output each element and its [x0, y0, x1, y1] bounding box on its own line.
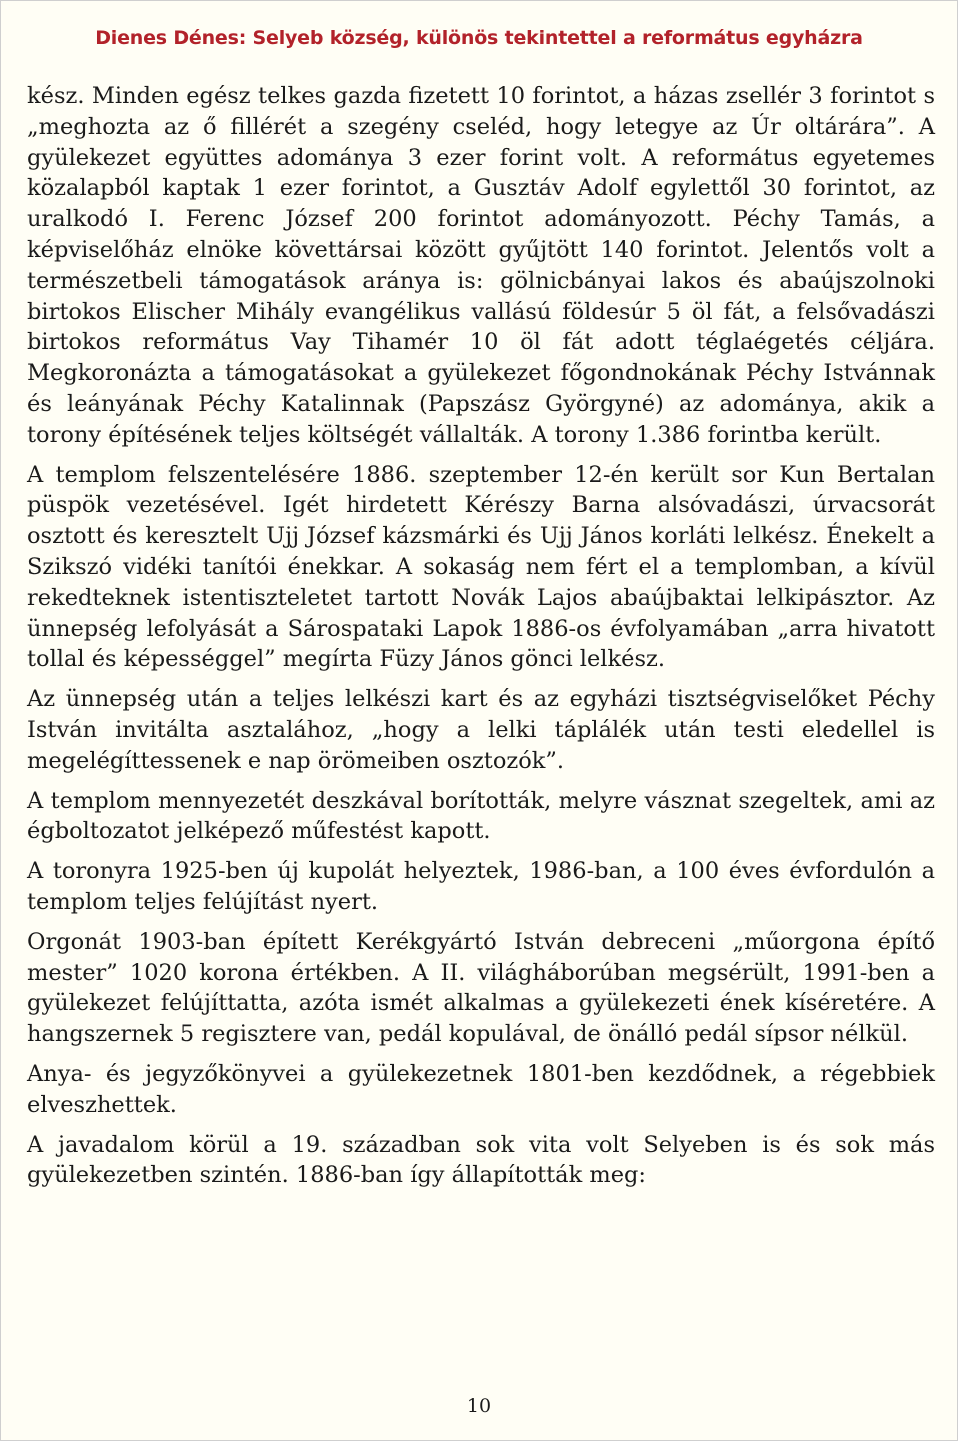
paragraph: Orgonát 1903-ban épített Kerékgyártó István debreceni „műorgona építő mester” 1020 korona értékben. A II. világháborúban megsérült, 1991-ben a gyülekezet felújíttatta, azóta ismét alkalmas a gyülekezeti ének kíséretére. A hangszernek 5 regisztere van, pedál kopulával, de önálló pedál sípsor nélkül. — [27, 928, 935, 1048]
paragraph: A templom felszentelésére 1886. szeptember 12-én került sor Kun Bertalan püspök vezetésével. Igét hirdetett Kérészy Barna alsóvadászi, úrvacsorát osztott és keresztelt Ujj József kázsmárki és Ujj János korláti lelkész. Énekelt a Szikszó vidéki tanítói énekkar. A sokaság nem fért el a templomban, a kívül rekedteknek istentiszteletet tartott Novák Lajos abaújbaktai lelkipásztor. Az ünnepség lefolyását a Sárospataki Lapok 1886-os évfolyamában „arra hivatott tollal és képességgel” megírta Füzy János gönci lelkész. — [27, 461, 935, 673]
page-number: 10 — [466, 1395, 492, 1417]
paragraph: kész. Minden egész telkes gazda fizetett 10 forintot, a házas zsellér 3 forintot s „meghozta az ő fillérét a szegény cseléd, hogy letegye az Úr oltárára”. A gyülekezet együttes adománya 3 ezer forint volt. A református egyetemes közalapból kaptak 1 ezer forintot, a Gusztáv Adolf egylettől 30 forintot, az uralkodó I. Ferenc József 200 forintot adományozott. Péchy Tamás, a képviselőház elnöke követtársai között gyűjtött 140 forintot. Jelentős volt a természetbeli támogatások aránya is: gölnicbányai lakos és abaújszolnoki birtokos Elischer Mihály evangélikus vallású földesúr 5 öl fát, a felsővadászi birtokos református Vay Tihamér 10 öl fát adott téglaégetés céljára. Megkoronázta a támogatásokat a gyülekezet főgondnokának Péchy Istvánnak és leányának Péchy Katalinnak (Papszász Györgyné) az adománya, akik a torony építésének teljes költségét vállalták. A torony 1.386 forintba került. — [27, 83, 935, 448]
paragraph: Anya- és jegyzőkönyvei a gyülekezetnek 1801-ben kezdődnek, a régebbiek elveszhettek. — [27, 1060, 935, 1118]
paragraph: A toronyra 1925-ben új kupolát helyeztek, 1986-ban, a 100 éves évfordulón a templom teljes felújítást nyert. — [27, 858, 935, 915]
paragraph: Az ünnepség után a teljes lelkészi kart és az egyházi tisztségviselőket Péchy István invitálta asztalához, „hogy a lelki táplálék után testi eledellel is megelégíttessenek e nap örömeiben osztozók”. — [27, 686, 935, 774]
paragraph: A templom mennyezetét deszkával borították, melyre vásznat szegeltek, ami az égboltozatot jelképező műfestést kapott. — [27, 787, 935, 845]
running-header: Dienes Dénes: Selyeb község, különös tekintettel a református egyházra — [95, 27, 863, 49]
paragraph: A javadalom körül a 19. században sok vita volt Selyeben is és sok más gyülekezetben szintén. 1886-ban így állapították meg: — [27, 1131, 935, 1189]
document-body — [27, 81, 935, 1200]
